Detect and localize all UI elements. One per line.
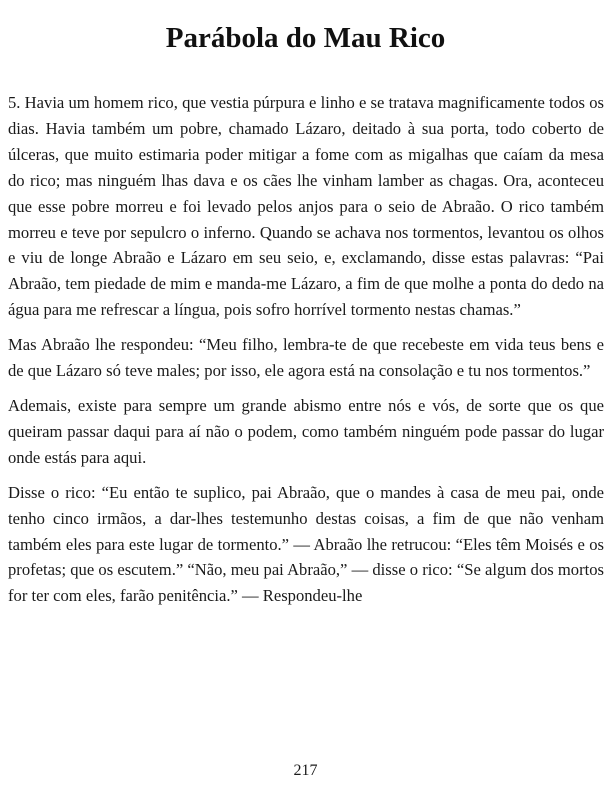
page-number: 217	[293, 762, 318, 779]
page-body	[8, 90, 604, 618]
chapter-title: Parábola do Mau Rico	[165, 22, 446, 54]
paragraph-2: Mas Abraão lhe respondeu: “Meu filho, lembra-te de que recebeste em vida teus bens e de que Lázaro só teve males; por isso, ele agora está na consolação e tu nos tormentos.”	[8, 335, 604, 381]
paragraph-1: 5. Havia um homem rico, que vestia púrpura e linho e se tratava magnificamente todos os dias. Havia também um pobre, chamado Lázaro, deitado à sua porta, todo coberto de úlceras, que muito estimaria poder mitigar a fome com as migalhas que caíam da mesa do rico; mas ninguém lhas dava e os cães lhe vinham lamber as chagas. Ora, aconteceu que esse pobre morreu e foi levado pelos anjos para o seio de Abraão. O rico também morreu e teve por sepulcro o inferno. Quando se achava nos tormentos, levantou os olhos e viu de longe Abraão e Lázaro em seu seio, e, exclamando, disse estas palavras: “Pai Abraão, tem piedade de mim e manda-me Lázaro, a fim de que molhe a ponta do dedo na água para me refrescar a língua, pois sofro horrível tormento nestas chamas.”	[8, 93, 604, 320]
paragraph-4: Disse o rico: “Eu então te suplico, pai Abraão, que o mandes à casa de meu pai, onde tenho cinco irmãos, a dar-lhes testemunho destas coisas, a fim de que não venham também eles para este lugar de tormento.” — Abraão lhe retrucou: “Eles têm Moisés e os profetas; que os escutem.” “Não, meu pai Abraão,” — disse o rico: “Se algum dos mortos for ter com eles, farão penitência.” — Respondeu-lhe	[8, 482, 604, 606]
paragraph-3: Ademais, existe para sempre um grande abismo entre nós e vós, de sorte que os que queiram passar daqui para aí não o podem, como também ninguém pode passar do lugar onde estás para aqui.	[8, 395, 604, 467]
